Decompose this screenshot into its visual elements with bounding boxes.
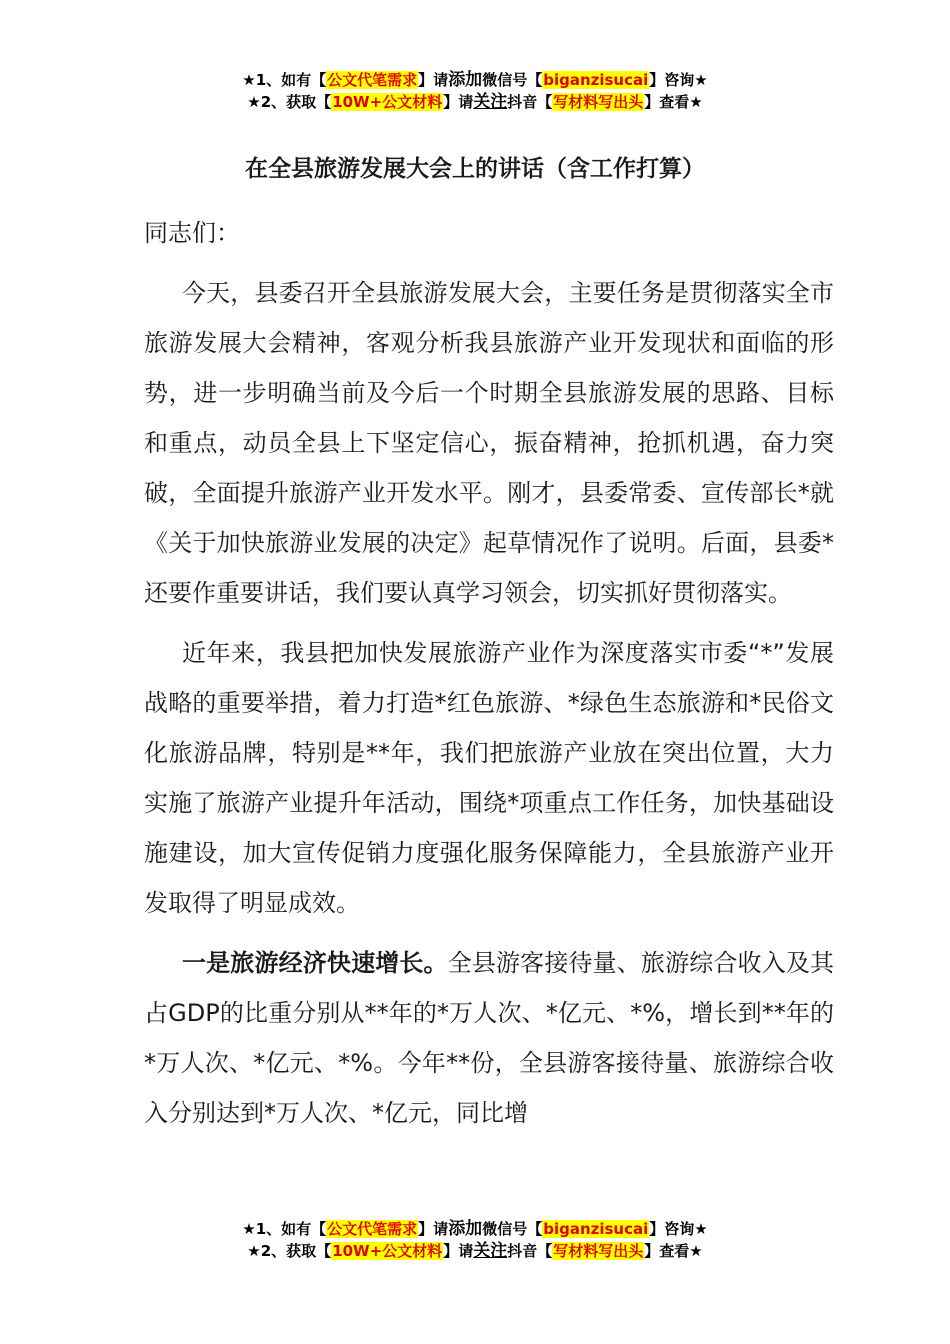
promo-text: 抖音【	[507, 93, 553, 111]
header-promo-banner	[0, 69, 950, 113]
document-body	[144, 208, 834, 1138]
promo-text: 微信号【	[482, 71, 543, 89]
promo-line-1	[0, 69, 950, 91]
promo-text: 】请	[443, 1242, 474, 1260]
promo-underline: 关注	[473, 92, 508, 112]
paragraph-3-heading: 一是旅游经济快速增长。	[182, 949, 448, 977]
promo-highlight: 10W+公文材料	[332, 93, 443, 111]
promo-emphasis: 添加	[448, 1219, 483, 1239]
promo-text: 】请	[418, 71, 449, 89]
paragraph-1: 今天，县委召开全县旅游发展大会，主要任务是贯彻落实全市旅游发展大会精神，客观分析我县旅游产业开发现状和面临的形势，进一步明确当前及今后一个时期全县旅游发展的思路、目标和重点，动员全县上下坚定信心，振奋精神，抢抓机遇，奋力突破，全面提升旅游产业开发水平。刚才，县委常委、宣传部长*就《关于加快旅游业发展的决定》起草情况作了说明。后面，县委*还要作重要讲话，我们要认真学习领会，切实抓好贯彻落实。	[144, 279, 834, 607]
promo-text: ★2、获取【	[247, 1242, 332, 1260]
paragraph-3-text: 全县游客接待量、旅游综合收入及其占GDP的比重分别从**年的*万人次、*亿元、*%，增长到**年的*万人次、*亿元、*%。今年**份，全县游客接待量、旅游综合收入分别达到*万人次、*亿元，同比增	[144, 949, 835, 1127]
promo-text: 微信号【	[482, 1220, 543, 1238]
promo-highlight: biganzisucai	[543, 1220, 649, 1238]
promo-highlight: 写材料写出头	[553, 1242, 644, 1260]
promo-line-2	[0, 1240, 950, 1262]
greeting: 同志们：	[144, 219, 240, 247]
promo-line-2	[0, 91, 950, 113]
promo-highlight: 10W+公文材料	[332, 1242, 443, 1260]
promo-text: 】查看★	[644, 1242, 703, 1260]
document-title: 在全县旅游发展大会上的讲话（含工作打算）	[245, 156, 705, 182]
promo-text: 】咨询★	[649, 71, 708, 89]
paragraph-3	[144, 938, 834, 1138]
promo-text: 】查看★	[644, 93, 703, 111]
promo-text: 】请	[418, 1220, 449, 1238]
promo-highlight: biganzisucai	[543, 71, 649, 89]
promo-highlight: 公文代笔需求	[327, 71, 418, 89]
promo-underline: 关注	[473, 1241, 508, 1261]
promo-text: 抖音【	[507, 1242, 553, 1260]
paragraph-2: 近年来，我县把加快发展旅游产业作为深度落实市委“*”发展战略的重要举措，着力打造*红色旅游、*绿色生态旅游和*民俗文化旅游品牌，特别是**年，我们把旅游产业放在突出位置，大力实施了旅游产业提升年活动，围绕*项重点工作任务，加快基础设施建设，加大宣传促销力度强化服务保障能力，全县旅游产业开发取得了明显成效。	[144, 639, 834, 917]
promo-text: 】请	[443, 93, 474, 111]
promo-text: ★2、获取【	[247, 93, 332, 111]
promo-text: ★1、如有【	[242, 1220, 327, 1238]
promo-highlight: 写材料写出头	[553, 93, 644, 111]
promo-text: 】咨询★	[649, 1220, 708, 1238]
promo-line-1	[0, 1218, 950, 1240]
footer-promo-banner	[0, 1218, 950, 1262]
promo-highlight: 公文代笔需求	[327, 1220, 418, 1238]
promo-emphasis: 添加	[448, 70, 483, 90]
promo-text: ★1、如有【	[242, 71, 327, 89]
